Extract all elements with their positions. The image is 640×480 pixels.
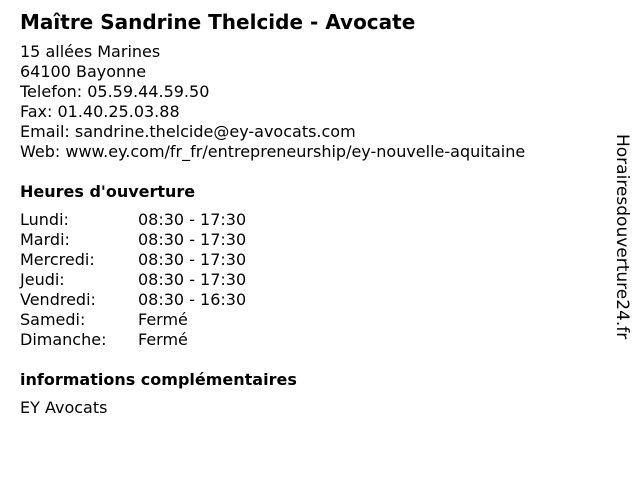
hours-row-tuesday (20, 230, 600, 250)
site-watermark: Horairesdouverture24.fr (612, 134, 632, 340)
hours-row-friday (20, 290, 600, 310)
city-postal: 64100 Bayonne (20, 62, 147, 81)
hours-row-sunday (20, 330, 600, 350)
email-line: Email: sandrine.thelcide@ey-avocats.com (20, 122, 356, 141)
business-card (20, 10, 600, 418)
hours-table (20, 210, 600, 350)
hours-row-thursday (20, 270, 600, 290)
day-label: Dimanche: (20, 330, 107, 349)
time-value: 08:30 - 17:30 (138, 270, 247, 289)
day-label: Vendredi: (20, 290, 96, 309)
phone-line: Telefon: 05.59.44.59.50 (20, 82, 210, 101)
day-label: Samedi: (20, 310, 86, 329)
time-value: Fermé (138, 310, 188, 329)
address-block (20, 42, 600, 162)
fax-line: Fax: 01.40.25.03.88 (20, 102, 180, 121)
day-label: Lundi: (20, 210, 69, 229)
web-line: Web: www.ey.com/fr_fr/entrepreneurship/ey-nouvelle-aquitaine (20, 142, 526, 161)
time-value: 08:30 - 17:30 (138, 230, 247, 249)
time-value: 08:30 - 17:30 (138, 250, 247, 269)
hours-row-wednesday (20, 250, 600, 270)
street-address: 15 allées Marines (20, 42, 161, 61)
hours-row-saturday (20, 310, 600, 330)
extra-info-heading: informations complémentaires (20, 370, 297, 389)
hours-row-monday (20, 210, 600, 230)
time-value: 08:30 - 16:30 (138, 290, 247, 309)
extra-info-text: EY Avocats (20, 398, 108, 417)
page-title: Maître Sandrine Thelcide - Avocate (20, 10, 416, 34)
day-label: Jeudi: (20, 270, 65, 289)
day-label: Mercredi: (20, 250, 95, 269)
time-value: Fermé (138, 330, 188, 349)
hours-heading: Heures d'ouverture (20, 182, 196, 201)
time-value: 08:30 - 17:30 (138, 210, 247, 229)
day-label: Mardi: (20, 230, 70, 249)
